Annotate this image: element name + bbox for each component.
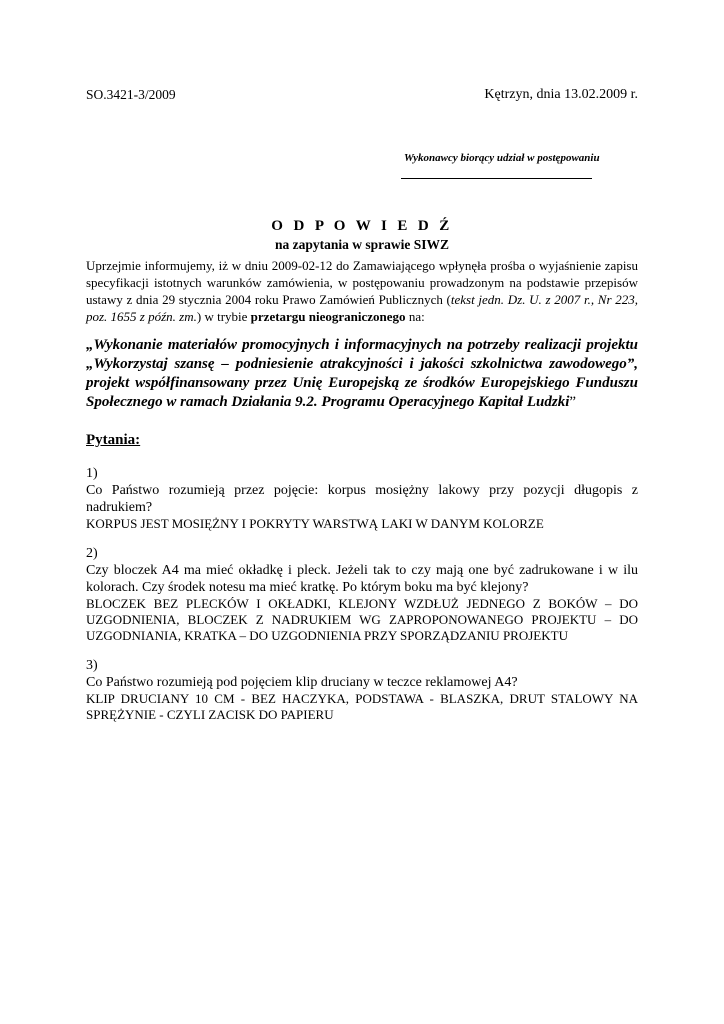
- question-item: [86, 465, 638, 532]
- intro-text-before: Uprzejmie informujemy, iż w dniu 2009-02-12 do Zamawiającego wpłynęła prośba o wyjaśnienie zapisu specyfikacji istotnych warunków zamówienia, w postępowaniu prowadzonym na podstawie przepisów ustawy z dnia 29 stycznia 2004 roku Prawo Zamówień Publicznych (: [86, 258, 638, 307]
- intro-paragraph: [86, 257, 638, 325]
- intro-text-after: na:: [405, 309, 425, 324]
- document-title: O D P O W I E D Ź: [271, 218, 453, 234]
- question-text: Co Państwo rozumieją pod pojęciem klip druciany w teczce reklamowej A4?: [86, 675, 518, 690]
- intro-text-middle: ) w trybie: [196, 309, 251, 324]
- question-number: 3): [86, 658, 98, 673]
- addressee: Wykonawcy biorący udział w postępowaniu: [404, 152, 600, 164]
- project-closing-quote: ”: [569, 394, 577, 410]
- question-number: 1): [86, 466, 98, 481]
- questions-heading: Pytania:: [86, 432, 141, 448]
- question-number: 2): [86, 546, 98, 561]
- project-text: „Wykonanie materiałów promocyjnych i informacyjnych na potrzeby realizacji projektu „Wykorzystaj szansę – podniesienie atrakcyjności i jakości szkolnictwa zawodowego”, projekt współfinansowany przez Unię Europejską ze środków Europejskiego Funduszu Społecznego w ramach Działania 9.2. Programu Operacyjnego Kapitał Ludzki: [86, 337, 638, 410]
- answer-text: BLOCZEK BEZ PLECKÓW I OKŁADKI, KLEJONY WZDŁUŻ JEDNEGO Z BOKÓW – DO UZGODNIENIA, BLOCZEK Z NADRUKIEM WG ZAPROPONOWANEGO PROJEKTU – DO UZGODNIANIA, KRATKA – DO UZGODNIENIA PRZY SPORZĄDZANIU PROJEKTU: [86, 596, 638, 643]
- question-text: Czy bloczek A4 ma mieć okładkę i pleck. Jeżeli tak to czy mają one być zadrukowane i w ilu kolorach. Czy środek notesu ma mieć kratkę. Po którym boku ma być klejony?: [86, 563, 638, 595]
- addressee-underline: [401, 178, 592, 179]
- intro-citation: tekst jedn. Dz. U. z 2007 r., Nr 223, poz. 1655 z późn. zm.: [86, 292, 638, 324]
- question-item: [86, 545, 638, 644]
- question-item: [86, 657, 638, 723]
- place-date: Kętrzyn, dnia 13.02.2009 r.: [484, 87, 638, 102]
- reference-number: SO.3421-3/2009: [86, 87, 176, 102]
- header-row: [86, 87, 638, 107]
- project-title: [86, 336, 638, 412]
- answer-text: KORPUS JEST MOSIĘŻNY I POKRYTY WARSTWĄ LAKI W DANYM KOLORZE: [86, 516, 544, 531]
- question-text: Co Państwo rozumieją przez pojęcie: korpus mosiężny lakowy przy pozycji długopis z nadrukiem?: [86, 483, 638, 515]
- intro-mode: przetargu nieograniczonego: [250, 309, 406, 324]
- document-subtitle: na zapytania w sprawie SIWZ: [274, 237, 450, 252]
- answer-text: KLIP DRUCIANY 10 CM - BEZ HACZYKA, PODSTAWA - BLASZKA, DRUT STALOWY NA SPRĘŻYNIE - CZYLI ZACISK DO PAPIERU: [86, 691, 638, 722]
